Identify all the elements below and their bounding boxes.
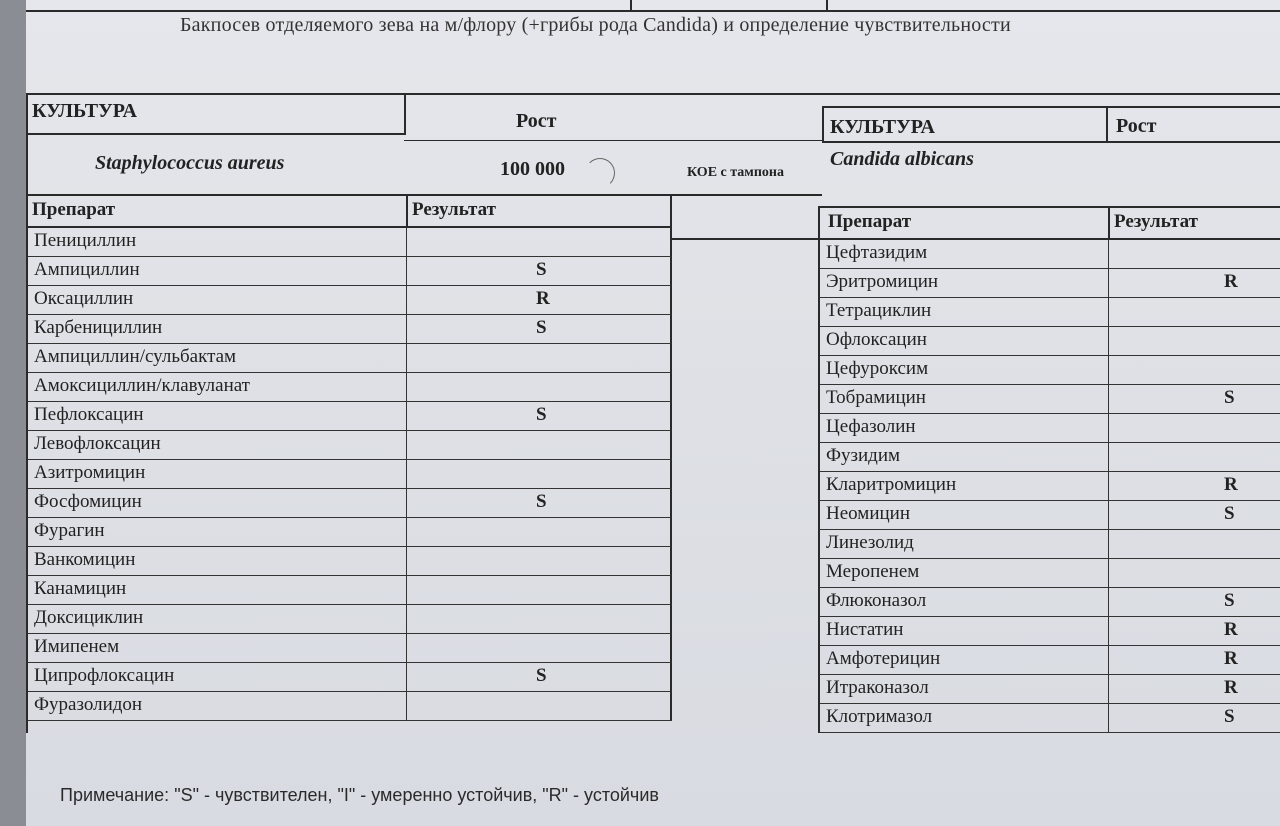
table-row <box>28 460 672 489</box>
table-row <box>820 530 1280 559</box>
report-heading: Бакпосев отделяемого зева на м/флору (+грибы рода Candida) и определение чувствительности <box>180 14 1011 36</box>
table-row <box>28 373 672 402</box>
cell-divider <box>1108 646 1109 674</box>
drug-name: Фосфомицин <box>34 491 142 512</box>
cell-divider <box>406 228 407 256</box>
table-row <box>820 675 1280 704</box>
table-edge <box>670 634 672 662</box>
result-value: S <box>1224 503 1235 524</box>
cell-divider <box>406 605 407 633</box>
drug-name: Пефлоксацин <box>34 404 144 425</box>
divider-line <box>404 95 406 135</box>
result-value: R <box>1224 677 1238 698</box>
cell-divider <box>1108 617 1109 645</box>
cell-divider <box>406 547 407 575</box>
drug-name: Флюконазол <box>826 590 927 611</box>
table-row <box>28 402 672 431</box>
table-row <box>820 472 1280 501</box>
divider-line <box>670 238 822 240</box>
table-row <box>28 257 672 286</box>
divider-line <box>26 133 404 135</box>
left-growth-unit: КОЕ с тампона <box>687 165 784 180</box>
result-value: S <box>536 317 547 338</box>
table-row <box>28 431 672 460</box>
divider-line <box>670 194 822 196</box>
table-row <box>820 356 1280 385</box>
result-value: S <box>1224 706 1235 727</box>
left-culture-label: КУЛЬТУРА <box>32 100 137 122</box>
column-drug: Препарат <box>828 211 912 232</box>
table-edge <box>670 547 672 575</box>
cell-divider <box>406 431 407 459</box>
right-organism: Candida albicans <box>830 148 974 170</box>
drug-name: Кларитромицин <box>826 474 957 495</box>
drug-name: Офлоксацин <box>826 329 927 350</box>
left-growth-value: 100 000 <box>500 158 565 180</box>
right-growth-label: Рост <box>1116 115 1157 137</box>
drug-name: Цефтазидим <box>826 242 928 263</box>
drug-name: Тобрамицин <box>826 387 926 408</box>
table-header <box>28 194 672 228</box>
left-susceptibility-table <box>26 194 672 721</box>
drug-name: Эритромицин <box>826 271 939 292</box>
table-edge <box>670 692 672 720</box>
column-result: Результат <box>1114 211 1198 232</box>
cell-divider <box>1108 559 1109 587</box>
table-edge <box>670 228 672 256</box>
table-row <box>820 704 1280 733</box>
table-row <box>820 588 1280 617</box>
result-value: S <box>536 404 547 425</box>
table-row <box>28 315 672 344</box>
cell-divider <box>1108 675 1109 703</box>
result-value: S <box>536 665 547 686</box>
table-edge <box>670 373 672 401</box>
drug-name: Неомицин <box>826 503 910 524</box>
drug-name: Фуразолидон <box>34 694 143 715</box>
cell-divider <box>406 518 407 546</box>
table-row <box>820 269 1280 298</box>
cell-divider <box>406 489 407 517</box>
cell-divider <box>1108 530 1109 558</box>
divider-line <box>26 93 1280 95</box>
cell-divider <box>406 344 407 372</box>
table-row <box>28 286 672 315</box>
cell-divider <box>1108 327 1109 355</box>
table-edge <box>670 315 672 343</box>
legend-note: Примечание: "S" - чувствителен, "I" - умеренно устойчив, "R" - устойчив <box>60 785 659 805</box>
drug-name: Амоксициллин/клавуланат <box>34 375 250 396</box>
table-edge <box>670 402 672 430</box>
table-row <box>820 617 1280 646</box>
table-edge <box>670 663 672 691</box>
right-susceptibility-table <box>818 206 1280 733</box>
drug-name: Цефуроксим <box>826 358 929 379</box>
cell-divider <box>406 286 407 314</box>
drug-name: Фузидим <box>826 445 901 466</box>
divider-line <box>822 141 1280 143</box>
table-edge <box>670 605 672 633</box>
table-row <box>28 634 672 663</box>
drug-name: Доксициклин <box>34 607 144 628</box>
table-row <box>820 327 1280 356</box>
table-row <box>28 663 672 692</box>
left-growth-label: Рост <box>516 110 557 132</box>
drug-name: Ципрофлоксацин <box>34 665 175 686</box>
drug-name: Ампициллин <box>34 259 140 280</box>
drug-name: Ампициллин/сульбактам <box>34 346 237 367</box>
cell-divider <box>1108 269 1109 297</box>
top-divider <box>630 0 632 10</box>
drug-name: Карбенициллин <box>34 317 163 338</box>
top-border <box>26 0 1280 12</box>
drug-name: Тетрациклин <box>826 300 932 321</box>
cell-divider <box>1108 501 1109 529</box>
cell-divider <box>406 315 407 343</box>
divider-line <box>822 106 1280 108</box>
table-row <box>820 443 1280 472</box>
drug-name: Ванкомицин <box>34 549 136 570</box>
drug-name: Амфотерицин <box>826 648 941 669</box>
cell-divider <box>1108 385 1109 413</box>
drug-name: Клотримазол <box>826 706 933 727</box>
cell-divider <box>1108 414 1109 442</box>
divider-line <box>404 140 822 141</box>
result-value: R <box>1224 619 1238 640</box>
drug-name: Имипенем <box>34 636 120 657</box>
result-value: R <box>1224 648 1238 669</box>
result-value: S <box>1224 387 1235 408</box>
table-row <box>820 501 1280 530</box>
divider-line <box>822 106 824 142</box>
result-value: R <box>536 288 550 309</box>
table-row <box>820 240 1280 269</box>
cell-divider <box>1108 472 1109 500</box>
cell-divider <box>406 663 407 691</box>
drug-name: Цефазолин <box>826 416 916 437</box>
drug-name: Фурагин <box>34 520 105 541</box>
result-value: S <box>536 491 547 512</box>
drug-name: Оксациллин <box>34 288 134 309</box>
table-edge <box>670 431 672 459</box>
table-row <box>28 344 672 373</box>
table-row <box>28 489 672 518</box>
cell-divider <box>1108 356 1109 384</box>
drug-name: Пенициллин <box>34 230 137 251</box>
cell-divider <box>1108 588 1109 616</box>
table-row <box>820 559 1280 588</box>
right-culture-label: КУЛЬТУРА <box>830 116 935 138</box>
cell-divider <box>406 576 407 604</box>
top-divider <box>826 0 828 10</box>
result-value: R <box>1224 271 1238 292</box>
table-row <box>28 576 672 605</box>
cell-divider <box>1108 240 1109 268</box>
cell-divider <box>406 692 407 720</box>
cell-divider <box>1108 298 1109 326</box>
divider-line <box>1106 106 1108 142</box>
cell-divider <box>406 402 407 430</box>
cell-divider <box>406 634 407 662</box>
table-row <box>28 605 672 634</box>
cell-divider <box>1108 443 1109 471</box>
table-edge <box>670 489 672 517</box>
result-value: R <box>1224 474 1238 495</box>
table-row <box>820 298 1280 327</box>
left-organism: Staphylococcus aureus <box>95 152 285 174</box>
column-drug: Препарат <box>32 199 116 220</box>
cell-divider <box>406 257 407 285</box>
table-row <box>820 385 1280 414</box>
table-row <box>28 518 672 547</box>
column-result: Результат <box>412 199 496 220</box>
drug-name: Меропенем <box>826 561 920 582</box>
cell-divider <box>1108 704 1109 732</box>
drug-name: Итраконазол <box>826 677 929 698</box>
table-edge <box>670 518 672 546</box>
table-edge <box>670 576 672 604</box>
result-value: S <box>536 259 547 280</box>
cell-divider <box>406 460 407 488</box>
drug-name: Нистатин <box>826 619 904 640</box>
drug-name: Канамицин <box>34 578 127 599</box>
table-edge <box>670 286 672 314</box>
cell-divider <box>406 373 407 401</box>
table-edge <box>670 257 672 285</box>
table-row <box>820 414 1280 443</box>
drug-name: Линезолид <box>826 532 914 553</box>
table-header <box>820 206 1280 240</box>
drug-name: Азитромицин <box>34 462 146 483</box>
table-edge <box>670 344 672 372</box>
table-row <box>28 547 672 576</box>
handwritten-mark <box>585 158 615 188</box>
result-value: S <box>1224 590 1235 611</box>
table-row <box>28 228 672 257</box>
table-row <box>820 646 1280 675</box>
drug-name: Левофлоксацин <box>34 433 161 454</box>
table-row <box>28 692 672 721</box>
table-edge <box>670 460 672 488</box>
